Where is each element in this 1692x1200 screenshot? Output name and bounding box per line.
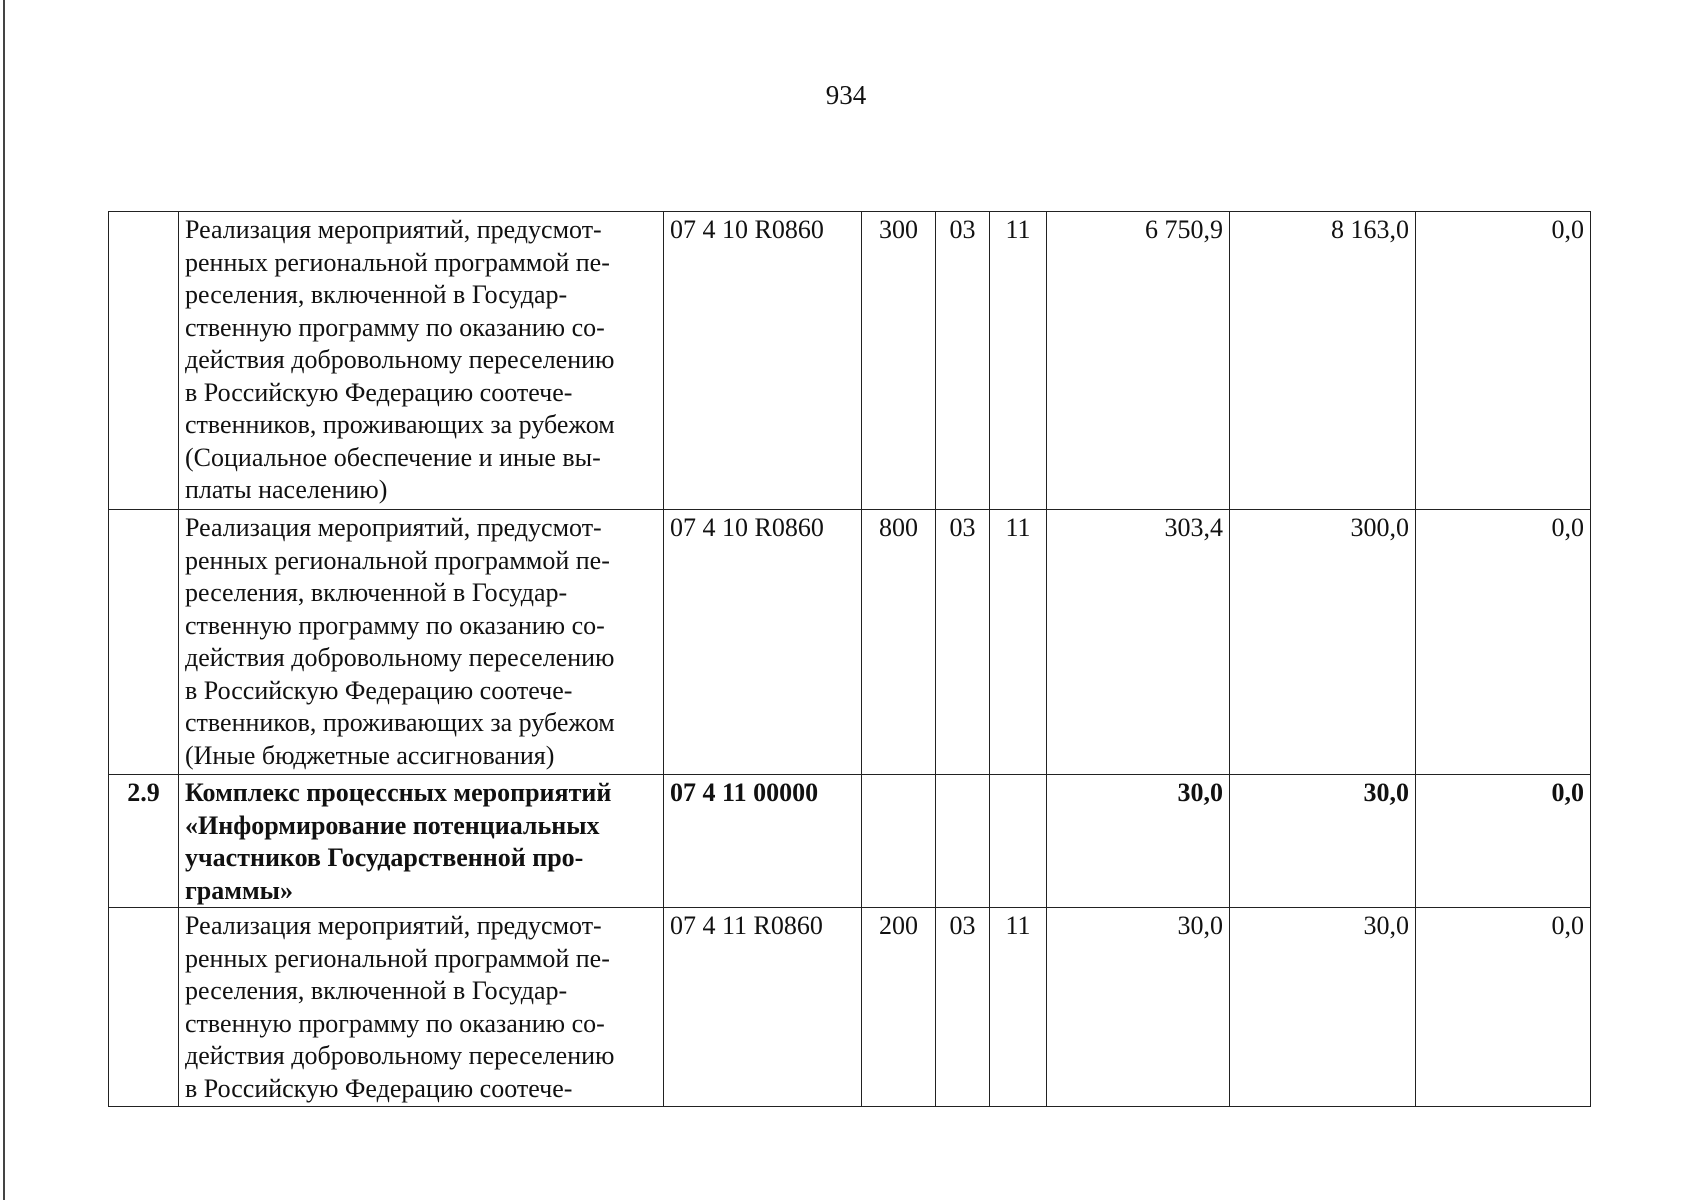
table-row bbox=[109, 212, 1591, 510]
table-row-section bbox=[109, 775, 1591, 908]
row-section bbox=[936, 775, 990, 908]
row-section: 03 bbox=[936, 510, 990, 775]
row-description: Реализация мероприятий, предусмот- ренных региональной программой пе- реселения, включенной в Государ- ственную программу по оказанию со- действия добровольному переселению в Российскую Федерацию соотече- ственников, проживающих за рубежом (Иные бюджетные ассигнования) bbox=[179, 510, 664, 775]
row-amount-2: 300,0 bbox=[1230, 510, 1416, 775]
row-amount-2: 30,0 bbox=[1230, 908, 1416, 1107]
row-budget-code: 07 4 10 R0860 bbox=[664, 510, 862, 775]
row-section: 03 bbox=[936, 908, 990, 1107]
row-amount-3: 0,0 bbox=[1416, 510, 1591, 775]
row-amount-1: 30,0 bbox=[1047, 908, 1230, 1107]
scan-left-edge bbox=[3, 0, 5, 1200]
row-number: 2.9 bbox=[109, 775, 179, 908]
row-amount-3: 0,0 bbox=[1416, 775, 1591, 908]
row-description: Реализация мероприятий, предусмот- ренных региональной программой пе- реселения, включенной в Государ- ственную программу по оказанию со- действия добровольному переселению в Российскую Федерацию соотече- ственников, проживающих за рубежом (Социальное обеспечение и иные вы- платы населению) bbox=[179, 212, 664, 510]
row-number bbox=[109, 510, 179, 775]
row-subsection: 11 bbox=[990, 908, 1047, 1107]
row-expense-type bbox=[862, 775, 936, 908]
row-amount-3: 0,0 bbox=[1416, 212, 1591, 510]
row-amount-1: 303,4 bbox=[1047, 510, 1230, 775]
row-number bbox=[109, 212, 179, 510]
row-subsection: 11 bbox=[990, 510, 1047, 775]
row-budget-code: 07 4 11 00000 bbox=[664, 775, 862, 908]
budget-table bbox=[108, 211, 1591, 1107]
row-amount-3: 0,0 bbox=[1416, 908, 1591, 1107]
row-budget-code: 07 4 11 R0860 bbox=[664, 908, 862, 1107]
row-amount-2: 30,0 bbox=[1230, 775, 1416, 908]
page-number: 934 bbox=[825, 80, 867, 110]
row-description: Комплекс процессных мероприятий «Информирование потенциальных участников Государственной про- граммы» bbox=[179, 775, 664, 908]
row-budget-code: 07 4 10 R0860 bbox=[664, 212, 862, 510]
row-subsection: 11 bbox=[990, 212, 1047, 510]
table-row bbox=[109, 908, 1591, 1107]
row-expense-type: 200 bbox=[862, 908, 936, 1107]
row-expense-type: 300 bbox=[862, 212, 936, 510]
row-amount-1: 30,0 bbox=[1047, 775, 1230, 908]
row-amount-1: 6 750,9 bbox=[1047, 212, 1230, 510]
table-row bbox=[109, 510, 1591, 775]
row-section: 03 bbox=[936, 212, 990, 510]
row-expense-type: 800 bbox=[862, 510, 936, 775]
row-amount-2: 8 163,0 bbox=[1230, 212, 1416, 510]
row-description: Реализация мероприятий, предусмот- ренных региональной программой пе- реселения, включенной в Государ- ственную программу по оказанию со- действия добровольному переселению в Российскую Федерацию соотече- bbox=[179, 908, 664, 1107]
row-subsection bbox=[990, 775, 1047, 908]
row-number bbox=[109, 908, 179, 1107]
